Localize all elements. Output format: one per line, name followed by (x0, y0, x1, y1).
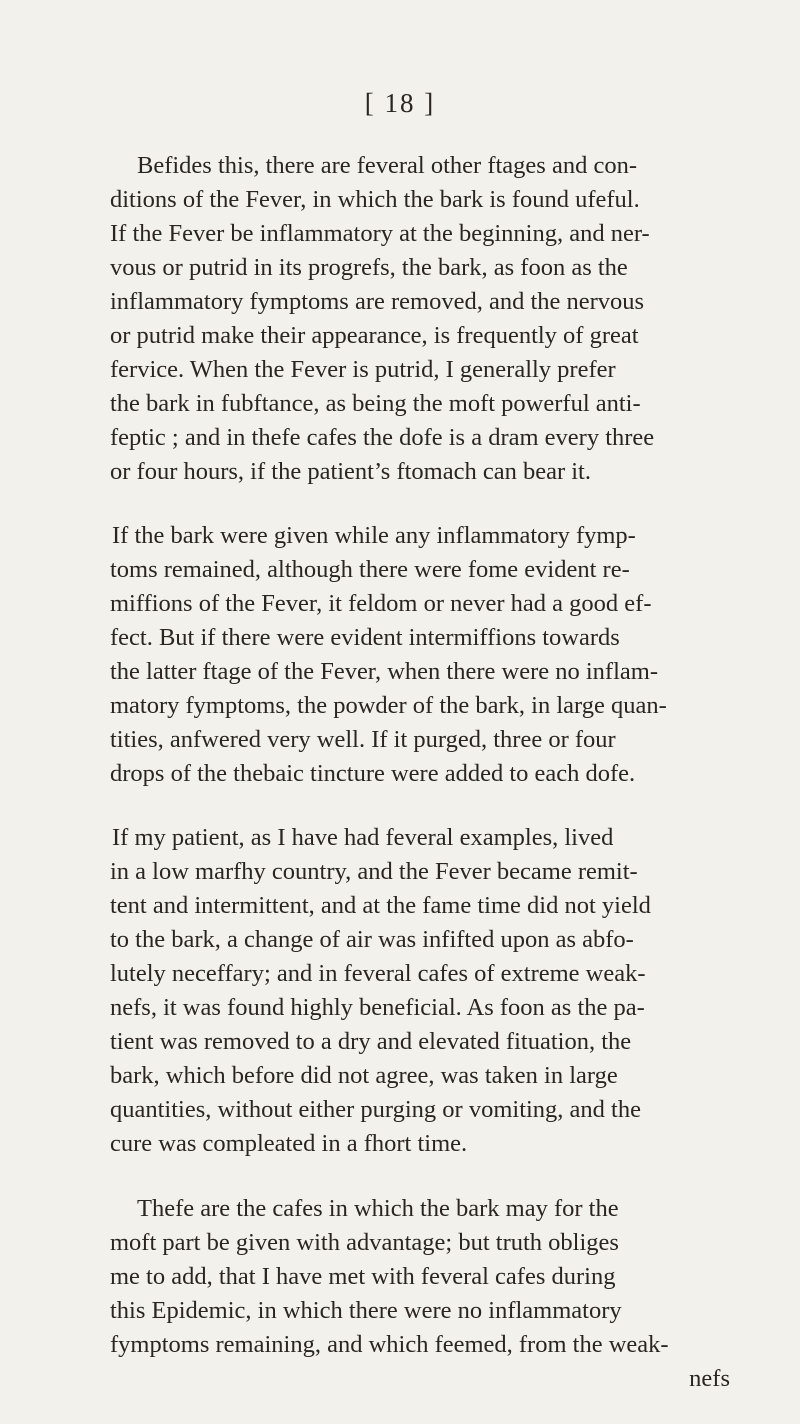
catchword: nefs (689, 1365, 730, 1392)
text-line: nefs, it was found highly beneficial. As foon as the pa- (110, 994, 645, 1021)
text-line: fymptoms remaining, and which feemed, from the weak- (110, 1331, 669, 1358)
text-line: this Epidemic, in which there were no inflammatory (110, 1297, 622, 1324)
text-line: bark, which before did not agree, was taken in large (110, 1062, 618, 1089)
text-line: me to add, that I have met with feveral cafes during (110, 1263, 616, 1290)
text-line: the latter ftage of the Fever, when there were no inflam- (110, 658, 658, 685)
text-line: the bark in fubftance, as being the moft powerful anti- (110, 390, 641, 417)
text-line: If the bark were given while any inflammatory fymp- (112, 522, 636, 549)
text-line: ditions of the Fever, in which the bark is found ufeful. (110, 186, 640, 213)
text-line: tities, anfwered very well. If it purged, three or four (110, 726, 616, 753)
text-line: matory fymptoms, the powder of the bark, in large quan- (110, 692, 667, 719)
text-line: feptic ; and in thefe cafes the dofe is a dram every three (110, 424, 655, 451)
text-line: If the Fever be inflammatory at the beginning, and ner- (110, 220, 650, 247)
text-line: to the bark, a change of air was infifted upon as abfo- (110, 926, 634, 953)
text-line: vous or putrid in its progrefs, the bark, as foon as the (110, 254, 628, 281)
text-line: Befides this, there are feveral other ftages and con- (137, 152, 637, 179)
text-line: miffions of the Fever, it feldom or never had a good ef- (110, 590, 652, 617)
text-line: toms remained, although there were fome evident re- (110, 556, 630, 583)
text-line: or putrid make their appearance, is frequently of great (110, 322, 639, 349)
text-line: fervice. When the Fever is putrid, I generally prefer (110, 356, 616, 383)
text-line: fect. But if there were evident intermiffions towards (110, 624, 620, 651)
text-line: If my patient, as I have had feveral examples, lived (112, 824, 614, 851)
text-line: drops of the thebaic tincture were added to each dofe. (110, 760, 636, 787)
text-line: or four hours, if the patient’s ftomach can bear it. (110, 458, 591, 485)
text-line: in a low marfhy country, and the Fever became remit- (110, 858, 638, 885)
text-line: inflammatory fymptoms are removed, and the nervous (110, 288, 645, 315)
text-line: lutely neceffary; and in feveral cafes of extreme weak- (110, 960, 646, 987)
text-line: tent and intermittent, and at the fame time did not yield (110, 892, 651, 919)
page-number: [ 18 ] (364, 88, 436, 118)
text-line: moft part be given with advantage; but truth obliges (110, 1229, 619, 1256)
text-line: Thefe are the cafes in which the bark may for the (137, 1195, 619, 1222)
text-line: quantities, without either purging or vomiting, and the (110, 1096, 641, 1123)
text-line: tient was removed to a dry and elevated fituation, the (110, 1028, 632, 1055)
text-line: cure was compleated in a fhort time. (110, 1130, 468, 1157)
